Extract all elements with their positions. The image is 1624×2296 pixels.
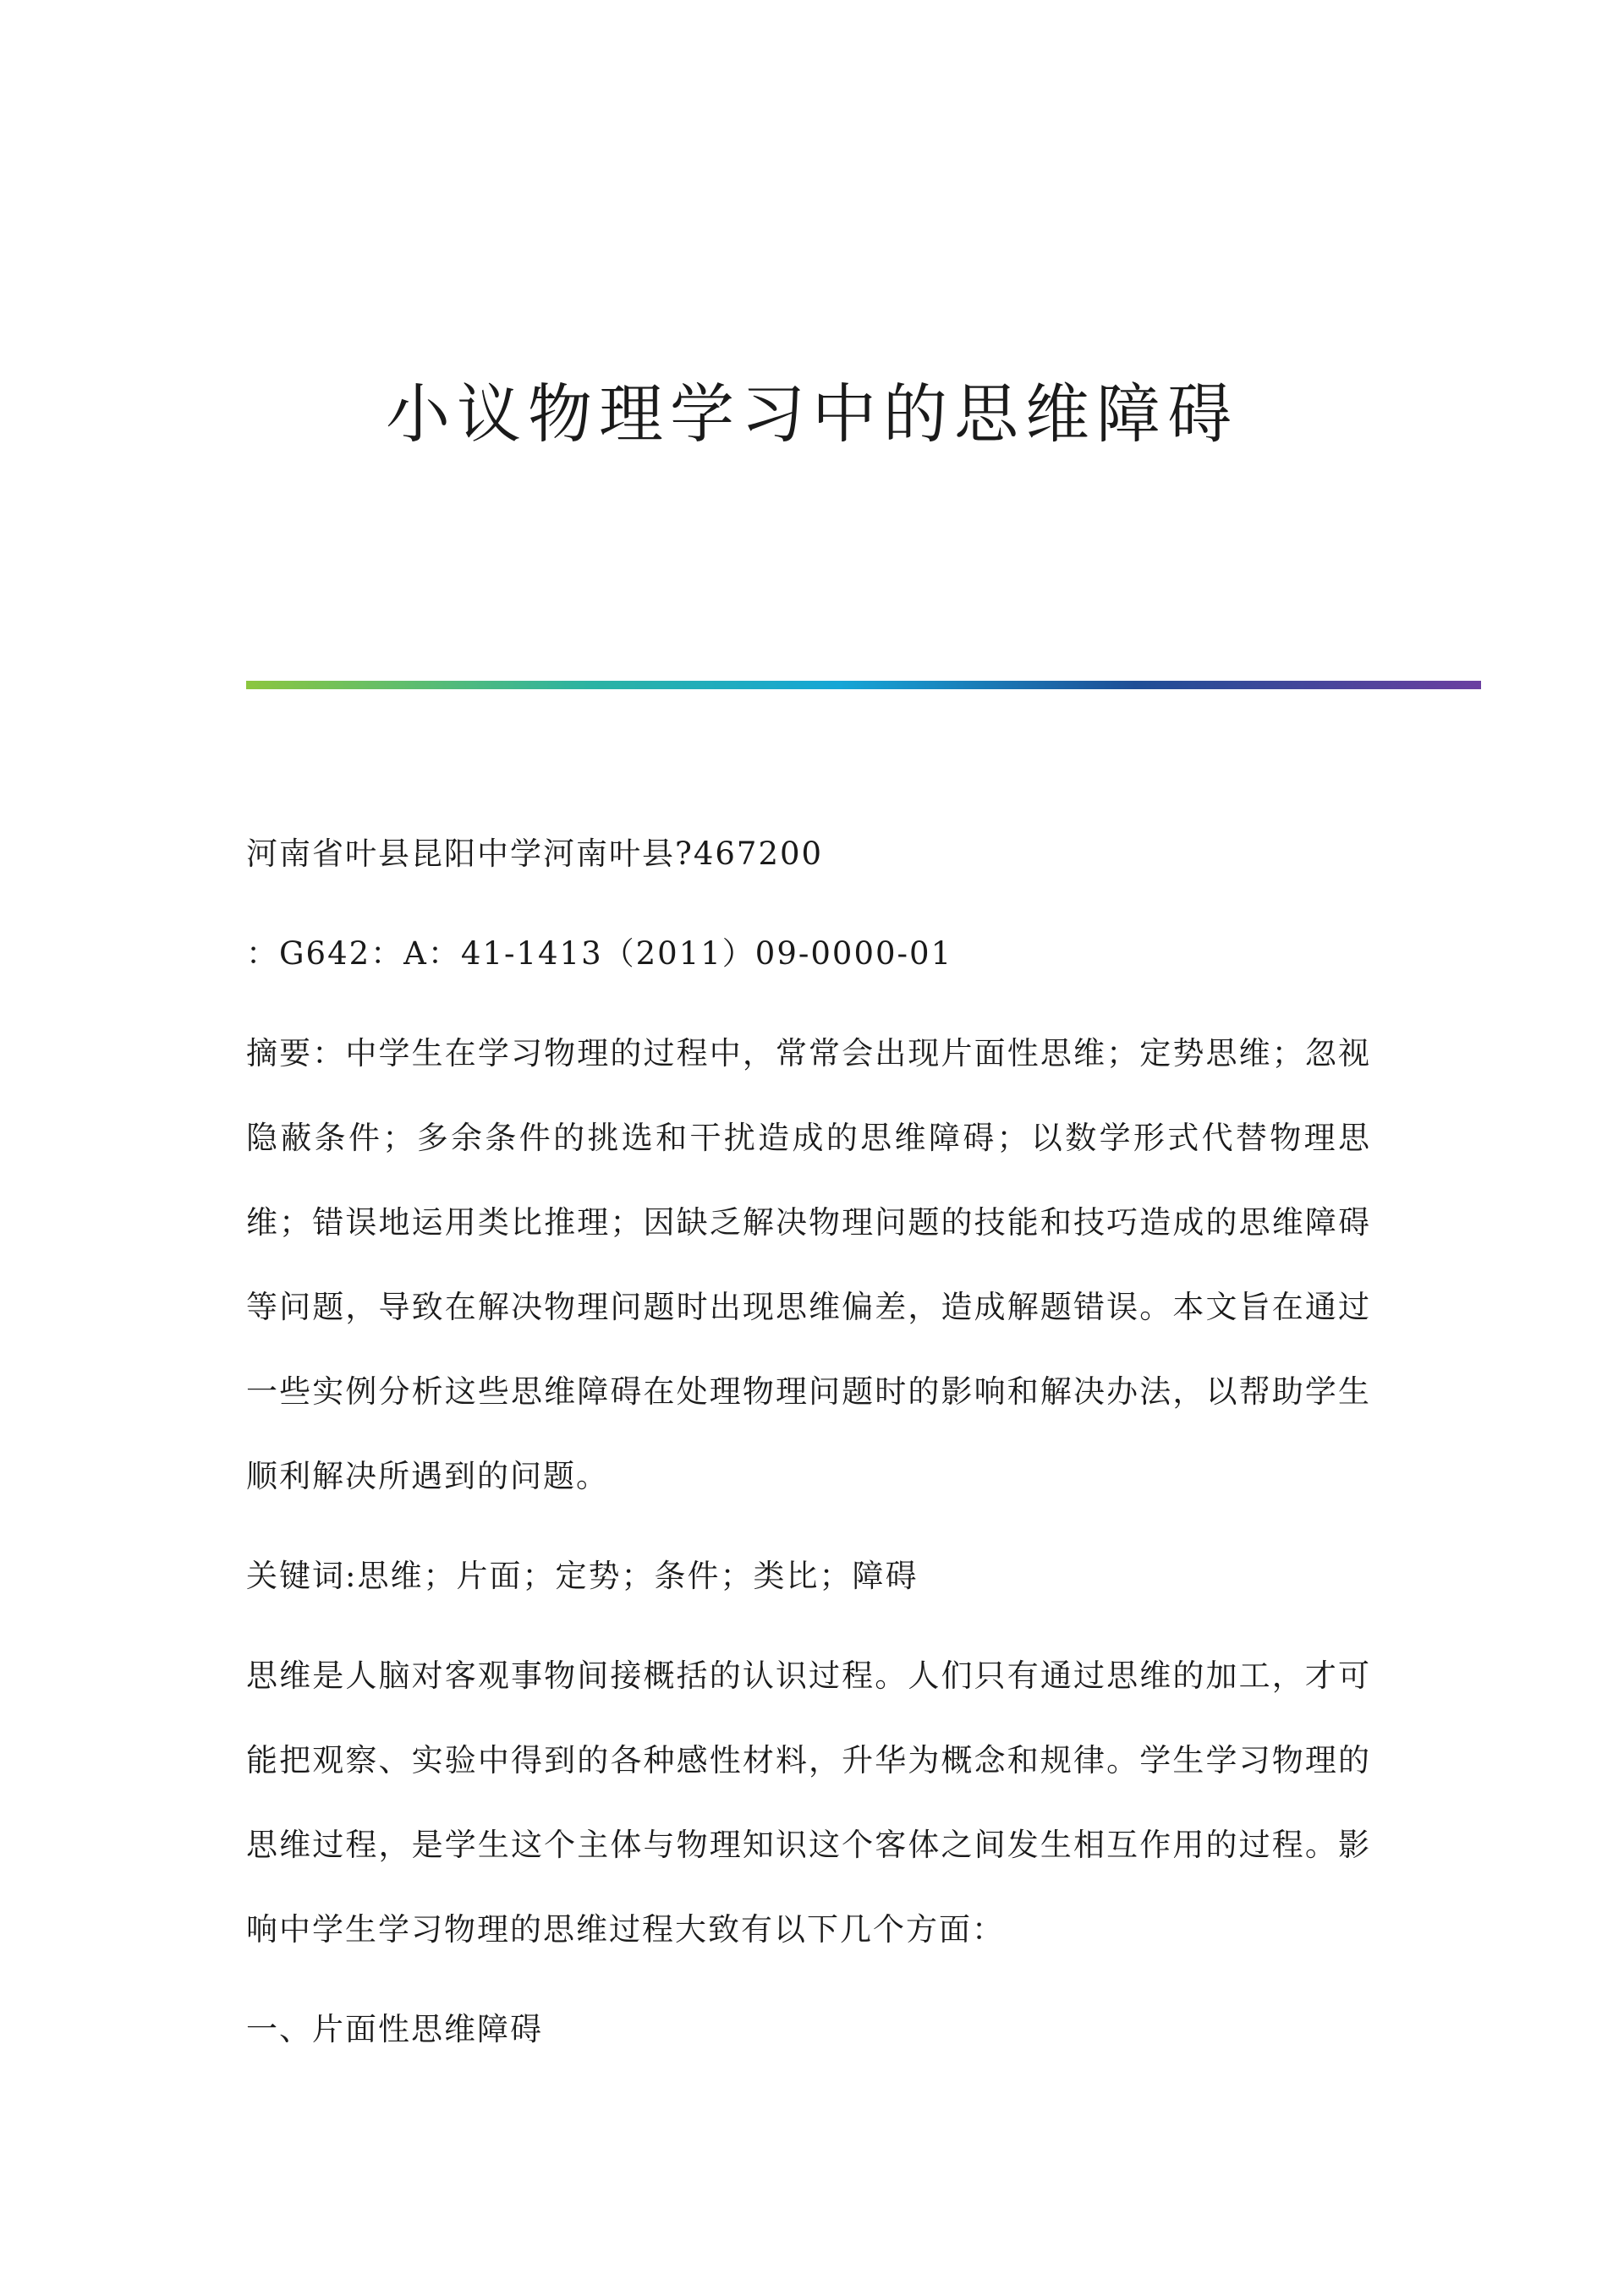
title-divider (246, 681, 1481, 689)
section-heading: 一、片面性思维障碍 (246, 2011, 543, 2047)
author-affiliation: 河南省叶县昆阳中学河南叶县?467200 (246, 836, 824, 872)
document-title: 小议物理学习中的思维障碍 (386, 376, 1238, 452)
abstract: 摘要：中学生在学习物理的过程中，常常会出现片面性思维；定势思维；忽视隐蔽条件；多余条件的挑选和干扰造成的思维障碍；以数学形式代替物理思维；错误地运用类比推理；因缺乏解决物理问题的技能和技巧造成的思维障碍等问题，导致在解决物理问题时出现思维偏差，造成解题错误。本文旨在通过一些实例分析这些思维障碍在处理物理问题时的影响和解决办法，以帮助学生顺利解决所遇到的问题。 (246, 1035, 1371, 1494)
keywords: 关键词:思维；片面；定势；条件；类比；障碍 (246, 1558, 919, 1594)
document-body (246, 812, 1371, 2087)
intro-paragraph: 思维是人脑对客观事物间接概括的认识过程。人们只有通过思维的加工，才可能把观察、实验中得到的各种感性材料，升华为概念和规律。学生学习物理的思维过程，是学生这个主体与物理知识这个客体之间发生相互作用的过程。影响中学生学习物理的思维过程大致有以下几个方面： (246, 1658, 1371, 1948)
classification-codes: ：G642：A：41-1413（2011）09-0000-01 (246, 935, 953, 972)
